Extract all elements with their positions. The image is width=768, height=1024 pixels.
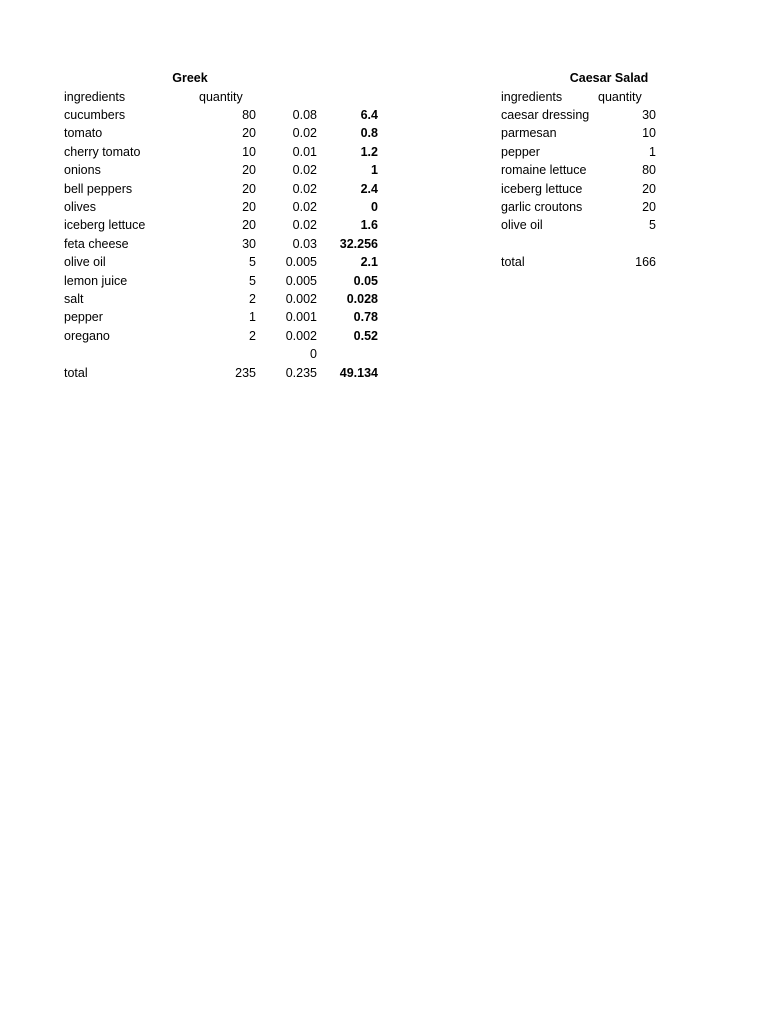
ingredient-name: pepper — [501, 145, 540, 159]
ingredient-name: caesar dressing — [501, 108, 590, 122]
ingredient-quantity: 20 — [642, 182, 656, 196]
ingredient-fraction: 0.002 — [285, 292, 317, 306]
ingredient-cost: 0.05 — [353, 274, 378, 288]
ingredient-name: oregano — [64, 329, 110, 343]
total-cost: 49.134 — [339, 366, 378, 380]
ingredient-quantity: 20 — [242, 182, 256, 196]
ingredient-quantity: 5 — [249, 274, 256, 288]
ingredient-cost: 0.78 — [353, 310, 378, 324]
ingredient-fraction: 0.03 — [292, 237, 317, 251]
ingredient-quantity: 30 — [642, 108, 656, 122]
total-label: total — [501, 255, 525, 269]
ingredient-quantity: 10 — [242, 145, 256, 159]
ingredient-quantity: 2 — [249, 329, 256, 343]
caesar-ingredients-header: ingredients — [501, 90, 563, 104]
total-label: total — [64, 366, 88, 380]
ingredient-quantity: 5 — [249, 255, 256, 269]
ingredient-cost: 32.256 — [339, 237, 378, 251]
ingredient-quantity: 2 — [249, 292, 256, 306]
ingredient-fraction: 0.005 — [285, 274, 317, 288]
ingredient-fraction: 0.02 — [292, 200, 317, 214]
ingredient-name: iceberg lettuce — [64, 218, 146, 232]
ingredient-name: cherry tomato — [64, 145, 141, 159]
ingredient-quantity: 5 — [649, 218, 656, 232]
ingredient-quantity: 20 — [642, 200, 656, 214]
ingredient-name: iceberg lettuce — [501, 182, 583, 196]
ingredient-quantity: 1 — [649, 145, 656, 159]
ingredient-quantity: 20 — [242, 218, 256, 232]
ingredient-cost: 1.6 — [360, 218, 378, 232]
ingredient-quantity: 20 — [242, 126, 256, 140]
ingredient-fraction: 0.02 — [292, 182, 317, 196]
ingredient-quantity: 20 — [242, 163, 256, 177]
ingredient-cost: 1 — [371, 163, 378, 177]
ingredient-cost: 2.4 — [360, 182, 378, 196]
ingredient-fraction: 0.02 — [292, 163, 317, 177]
ingredient-cost: 2.1 — [360, 255, 378, 269]
ingredient-name: olives — [64, 200, 96, 214]
ingredient-fraction: 0.001 — [285, 310, 317, 324]
ingredient-quantity: 10 — [642, 126, 656, 140]
ingredient-cost: 6.4 — [360, 108, 378, 122]
ingredient-name: lemon juice — [64, 274, 128, 288]
ingredient-cost: 0.028 — [346, 292, 378, 306]
total-fraction: 0.235 — [285, 366, 317, 380]
ingredient-name: romaine lettuce — [501, 163, 587, 177]
ingredient-name: bell peppers — [64, 182, 133, 196]
ingredient-name: garlic croutons — [501, 200, 583, 214]
ingredient-quantity: 30 — [242, 237, 256, 251]
ingredient-quantity: 80 — [642, 163, 656, 177]
ingredient-name: cucumbers — [64, 108, 126, 122]
ingredient-fraction: 0.005 — [285, 255, 317, 269]
caesar-title: Caesar Salad — [569, 71, 649, 85]
greek-title: Greek — [172, 71, 208, 85]
ingredient-name: feta cheese — [64, 237, 129, 251]
greek-quantity-header: quantity — [199, 90, 243, 104]
ingredient-cost: 1.2 — [360, 145, 378, 159]
ingredient-quantity: 1 — [249, 310, 256, 324]
blank-row-fraction: 0 — [310, 347, 317, 361]
ingredient-fraction: 0.02 — [292, 218, 317, 232]
ingredient-cost: 0 — [371, 200, 378, 214]
ingredient-name: olive oil — [501, 218, 543, 232]
ingredient-name: parmesan — [501, 126, 557, 140]
ingredient-name: tomato — [64, 126, 103, 140]
total-quantity: 235 — [235, 366, 256, 380]
caesar-quantity-header: quantity — [598, 90, 642, 104]
total-quantity: 166 — [635, 255, 656, 269]
ingredient-fraction: 0.002 — [285, 329, 317, 343]
ingredient-cost: 0.52 — [353, 329, 378, 343]
greek-ingredients-header: ingredients — [64, 90, 126, 104]
ingredient-name: onions — [64, 163, 101, 177]
ingredient-name: salt — [64, 292, 84, 306]
ingredient-name: olive oil — [64, 255, 106, 269]
ingredient-quantity: 20 — [242, 200, 256, 214]
ingredient-fraction: 0.01 — [292, 145, 317, 159]
ingredient-fraction: 0.08 — [292, 108, 317, 122]
ingredient-quantity: 80 — [242, 108, 256, 122]
ingredient-cost: 0.8 — [360, 126, 378, 140]
ingredient-name: pepper — [64, 310, 103, 324]
ingredient-fraction: 0.02 — [292, 126, 317, 140]
